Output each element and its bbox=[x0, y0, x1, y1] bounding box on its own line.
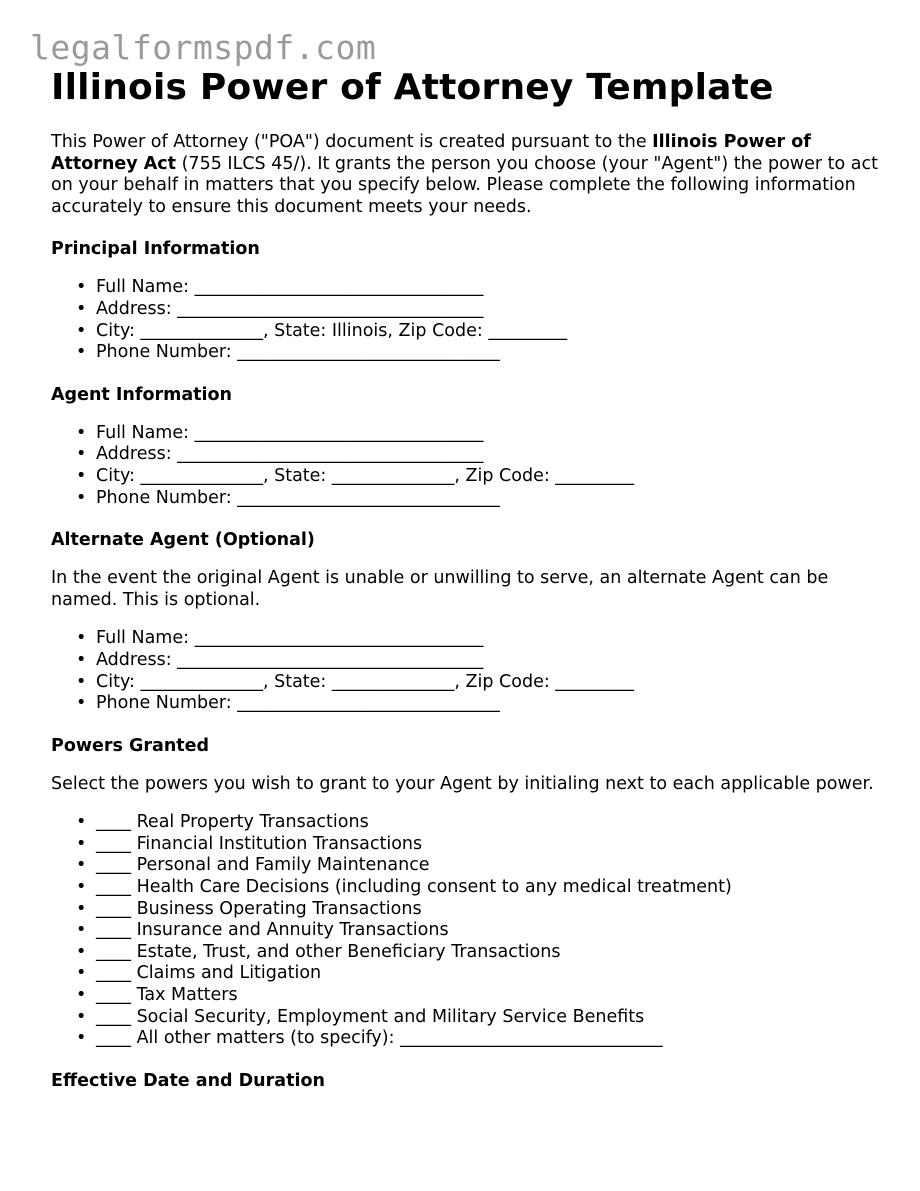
powers-heading: Powers Granted bbox=[51, 735, 210, 756]
agent-fields bbox=[51, 423, 891, 509]
power-other-matters[interactable]: • ____ All other matters (to specify): ______________________________ bbox=[96, 1028, 891, 1050]
effective-date-heading: Effective Date and Duration bbox=[51, 1070, 325, 1091]
principal-full-name-field[interactable]: • Full Name: _________________________________ bbox=[96, 277, 891, 299]
power-real-property[interactable]: • ____ Real Property Transactions bbox=[96, 812, 891, 834]
alternate-address-field[interactable]: • Address: ___________________________________ bbox=[96, 650, 891, 672]
alternate-agent-fields bbox=[51, 628, 891, 714]
power-insurance-annuity[interactable]: • ____ Insurance and Annuity Transactions bbox=[96, 920, 891, 942]
alternate-agent-heading: Alternate Agent (Optional) bbox=[51, 530, 315, 551]
intro-text-1: This Power of Attorney ("POA") document is created pursuant to the bbox=[51, 132, 653, 152]
powers-description: Select the powers you wish to grant to your Agent by initialing next to each applicable power. bbox=[51, 773, 874, 794]
power-personal-family[interactable]: • ____ Personal and Family Maintenance bbox=[96, 855, 891, 877]
principal-city-state-zip-field[interactable]: • City: ______________, State: Illinois, Zip Code: _________ bbox=[96, 321, 891, 343]
power-claims-litigation[interactable]: • ____ Claims and Litigation bbox=[96, 963, 891, 985]
power-estate-trust[interactable]: • ____ Estate, Trust, and other Beneficiary Transactions bbox=[96, 942, 891, 964]
agent-heading: Agent Information bbox=[51, 384, 232, 405]
principal-heading: Principal Information bbox=[51, 239, 260, 260]
agent-phone-field[interactable]: • Phone Number: ______________________________ bbox=[96, 488, 891, 510]
power-business-operating[interactable]: • ____ Business Operating Transactions bbox=[96, 899, 891, 921]
power-tax-matters[interactable]: • ____ Tax Matters bbox=[96, 985, 891, 1007]
principal-address-field[interactable]: • Address: ___________________________________ bbox=[96, 299, 891, 321]
alternate-city-state-zip-field[interactable]: • City: ______________, State: ______________, Zip Code: _________ bbox=[96, 672, 891, 694]
power-health-care[interactable]: • ____ Health Care Decisions (including consent to any medical treatment) bbox=[96, 877, 891, 899]
alternate-agent-description: In the event the original Agent is unable or unwilling to serve, an alternate Agent can be named. This is optional. bbox=[51, 568, 829, 610]
alternate-full-name-field[interactable]: • Full Name: _________________________________ bbox=[96, 628, 891, 650]
document-page bbox=[51, 66, 891, 1092]
principal-fields bbox=[51, 277, 891, 363]
page-title: Illinois Power of Attorney Template bbox=[51, 67, 774, 108]
agent-full-name-field[interactable]: • Full Name: _________________________________ bbox=[96, 423, 891, 445]
intro-act-name: Illinois Power of Attorney Act bbox=[51, 132, 811, 174]
intro-text-2: (755 ILCS 45/). It grants the person you choose (your "Agent") the power to act on your behalf in matters that you specify below. Please complete the following information accurately to ensure this document meets your needs. bbox=[51, 153, 878, 217]
power-financial-institution[interactable]: • ____ Financial Institution Transactions bbox=[96, 834, 891, 856]
watermark: legalformspdf.com bbox=[30, 28, 377, 67]
alternate-phone-field[interactable]: • Phone Number: ______________________________ bbox=[96, 693, 891, 715]
agent-address-field[interactable]: • Address: ___________________________________ bbox=[96, 444, 891, 466]
intro-paragraph bbox=[51, 132, 891, 218]
powers-list bbox=[51, 812, 891, 1050]
power-social-security[interactable]: • ____ Social Security, Employment and Military Service Benefits bbox=[96, 1007, 891, 1029]
principal-phone-field[interactable]: • Phone Number: ______________________________ bbox=[96, 342, 891, 364]
agent-city-state-zip-field[interactable]: • City: ______________, State: ______________, Zip Code: _________ bbox=[96, 466, 891, 488]
